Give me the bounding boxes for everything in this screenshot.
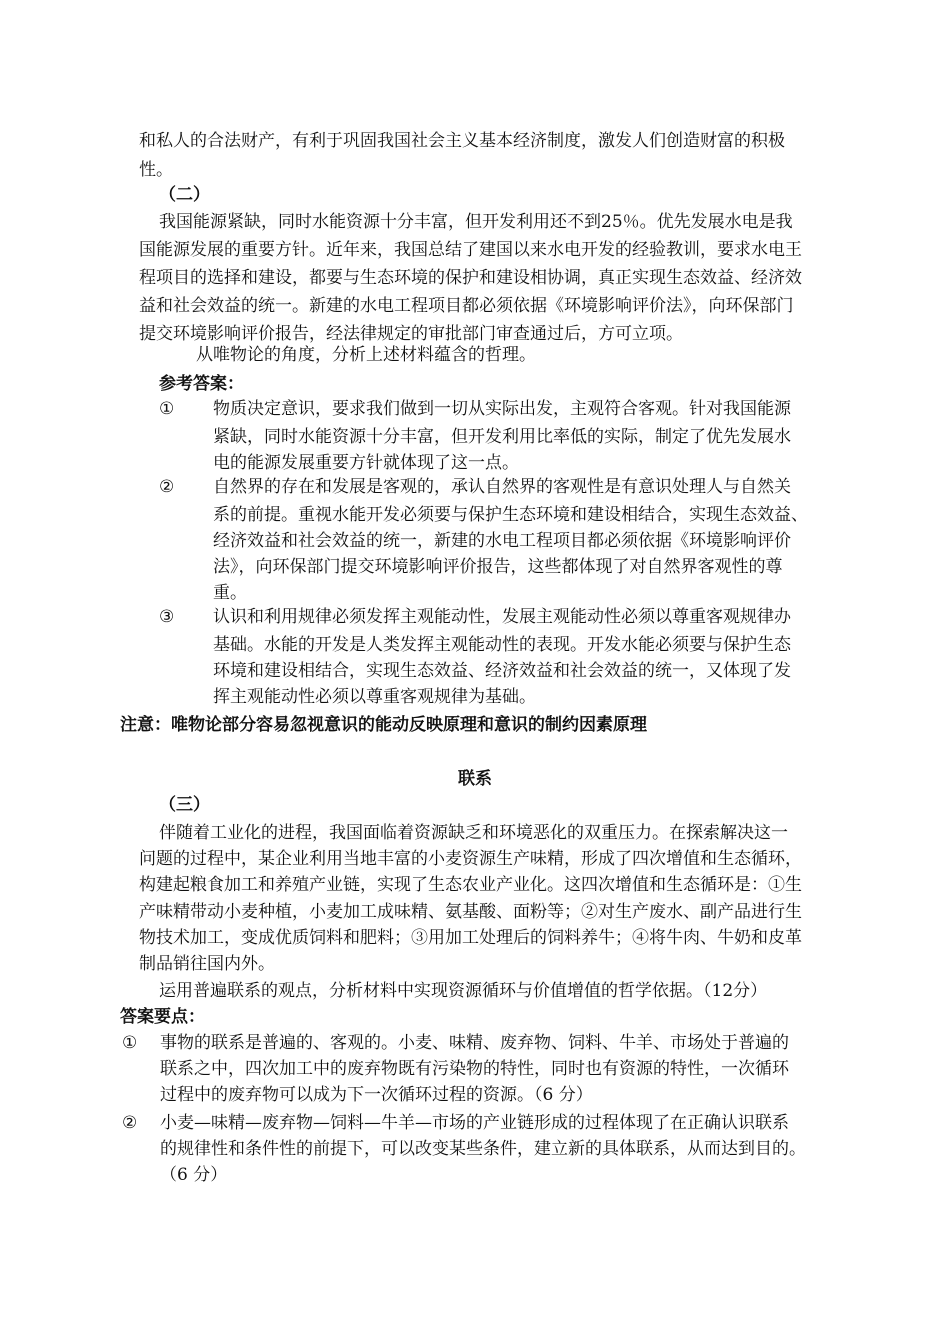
answer-line: 挥主观能动性必须以尊重客观规律为基础。: [213, 687, 536, 707]
answer-line: 系的前提。重视水能开发必须要与保护生态环境和建设相结合，实现生态效益、: [213, 505, 808, 525]
answer-line: 认识和利用规律必须发挥主观能动性，发展主观能动性必须以尊重客观规律办: [213, 607, 791, 627]
answer-line: 物质决定意识，要求我们做到一切从实际出发，主观符合客观。针对我国能源: [213, 399, 791, 419]
answer-line: 紧缺，同时水能资源十分丰富，但开发利用比率低的实际，制定了优先发展水: [213, 427, 791, 447]
answer-line: 电的能源发展重要方针就体现了这一点。: [213, 453, 519, 473]
answer-line: 联系之中，四次加工中的废弃物既有污染物的特性，同时也有资源的特性，一次循环: [160, 1059, 789, 1079]
material-line: 提交环境影响评价报告，经法律规定的审批部门审查通过后，方可立项。: [139, 324, 683, 344]
answer-number: ②: [159, 477, 175, 497]
material-line: 我国能源紧缺，同时水能资源十分丰富，但开发利用还不到25％。优先发展水电是我: [159, 212, 793, 232]
text-line: 性。: [139, 160, 173, 180]
answer-line: 法》，向环保部门提交环境影响评价报告，这些都体现了对自然界客观性的尊: [213, 557, 783, 577]
answer-line: 环境和建设相结合，实现生态效益、经济效益和社会效益的统一，又体现了发: [213, 661, 791, 681]
answer-number: ①: [122, 1033, 138, 1053]
answer-number: ①: [159, 399, 175, 419]
material-line: 伴随着工业化的进程，我国面临着资源缺乏和环境恶化的双重压力。在探索解决这一: [159, 823, 788, 843]
material-line: 问题的过程中，某企业利用当地丰富的小麦资源生产味精，形成了四次增值和生态循环，: [139, 849, 802, 869]
answer-line: 重。: [213, 583, 247, 603]
answer-line: 自然界的存在和发展是客观的，承认自然界的客观性是有意识处理人与自然关: [213, 477, 791, 497]
section-title: 联系: [458, 769, 492, 789]
material-line: 国能源发展的重要方针。近年来，我国总结了建国以来水电开发的经验教训，要求水电王: [139, 240, 802, 260]
answer-label: 参考答案：: [159, 374, 244, 394]
answer-line: 过程中的废弃物可以成为下一次循环过程的资源。（6 分）: [160, 1085, 593, 1105]
answer-line: （6 分）: [160, 1165, 228, 1185]
section-heading: （二）: [159, 185, 210, 205]
answer-label: 答案要点：: [120, 1007, 205, 1027]
section-heading: （三）: [159, 795, 210, 815]
answer-number: ③: [159, 607, 175, 627]
question-text: 运用普遍联系的观点，分析材料中实现资源循环与价值增值的哲学依据。（12分）: [159, 981, 768, 1001]
note-text: 注意：唯物论部分容易忽视意识的能动反映原理和意识的制约因素原理: [120, 715, 647, 735]
material-line: 产味精带动小麦种植，小麦加工成味精、氨基酸、面粉等；②对生产废水、副产品进行生: [139, 902, 802, 922]
answer-line: 经济效益和社会效益的统一，新建的水电工程项目都必须依据《环境影响评价: [213, 531, 791, 551]
material-line: 制品销往国内外。: [139, 954, 275, 974]
material-line: 构建起粮食加工和养殖产业链，实现了生态农业产业化。这四次增值和生态循环是：①生: [139, 875, 802, 895]
material-line: 物技术加工，变成优质饲料和肥料；③用加工处理后的饲料养牛；④将牛肉、牛奶和皮革: [139, 928, 802, 948]
text-line: 和私人的合法财产，有利于巩固我国社会主义基本经济制度，激发人们创造财富的积极: [139, 131, 785, 151]
answer-number: ②: [122, 1113, 138, 1133]
answer-line: 小麦—味精—废弃物—饲料—牛羊—市场的产业链形成的过程体现了在正确认识联系: [160, 1113, 789, 1133]
material-line: 程项目的选择和建设，都要与生态环境的保护和建设相协调，真正实现生态效益、经济效: [139, 268, 802, 288]
answer-line: 基础。水能的开发是人类发挥主观能动性的表现。开发水能必须要与保护生态: [213, 635, 791, 655]
answer-line: 事物的联系是普遍的、客观的。小麦、味精、废弃物、饲料、牛羊、市场处于普遍的: [160, 1033, 789, 1053]
question-text: 从唯物论的角度，分析上述材料蕴含的哲理。: [196, 345, 536, 365]
answer-line: 的规律性和条件性的前提下，可以改变某些条件，建立新的具体联系，从而达到目的。: [160, 1139, 806, 1159]
material-line: 益和社会效益的统一。新建的水电工程项目都必须依据《环境影响评价法》，向环保部门: [139, 296, 794, 316]
